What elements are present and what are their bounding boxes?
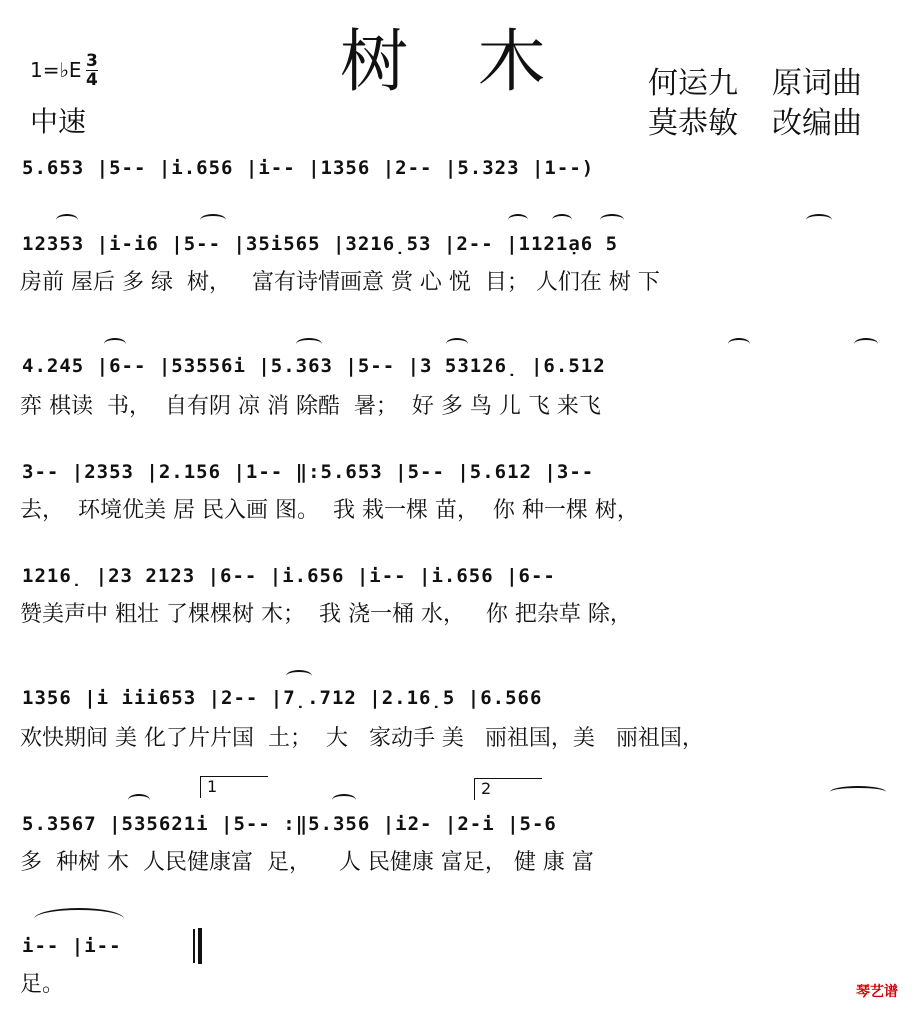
- notation-system-6: 1356 |i iii653 |2-- |7̣.712 |2.16̣5 |6.566: [22, 687, 543, 709]
- slur-arc: [854, 338, 878, 350]
- lyrics-system-7: 多 种树 木 人民健康富 足， 人 民健康 富足， 健 康 富: [20, 850, 594, 875]
- notation-system-8: i-- |i--: [22, 935, 122, 957]
- key-signature: 1=♭E: [30, 58, 82, 82]
- slur-arc: [508, 214, 528, 226]
- lyrics-system-3: 弈 棋读 书， 自有阴 凉 消 除酷 暑； 好 多 鸟 儿 飞 来飞: [20, 394, 601, 419]
- slur-arc: [34, 908, 124, 930]
- notation-system-3: 4.245 |6-- |53556i |5.363 |5-- |3 53126̣ |6.512: [22, 355, 606, 377]
- credit-line-2: [648, 98, 862, 142]
- notation-system-1: 5.653 |5-- |i.656 |i-- |1356 |2-- |5.323 |1--): [22, 157, 595, 179]
- notation-system-7: 5.3567 |535621i |5-- :‖5.356 |i2- |2-i |5-6: [22, 813, 557, 835]
- volta-first-ending: 1: [200, 776, 268, 798]
- credit-name: 莫恭敏: [648, 106, 738, 141]
- credit-role: 改编曲: [772, 106, 862, 141]
- credit-line-1: [648, 58, 862, 102]
- site-logo: 琴艺谱: [856, 984, 898, 1000]
- slur-arc: [56, 214, 78, 226]
- lyrics-system-6: 欢快期间 美 化了片片国 土； 大 家动手 美 丽祖国，美 丽祖国，: [20, 726, 704, 751]
- slur-arc: [296, 338, 322, 350]
- lyrics-system-4: 去， 环境优美 居 民入画 图。 我 栽一棵 苗， 你 种一棵 树，: [20, 498, 639, 523]
- slur-arc: [332, 794, 356, 806]
- credit-role: 原词曲: [772, 66, 862, 101]
- notation-system-5: 1216̣ |23 2123 |6-- |i.656 |i-- |i.656 |6--: [22, 565, 556, 587]
- lyrics-system-2: 房前 屋后 多 绿 树， 富有诗情画意 赏 心 悦 目； 人们在 树 下: [20, 270, 660, 295]
- slur-arc: [806, 214, 832, 226]
- notation-system-4: 3-- |2353 |2.156 |1-- ‖:5.653 |5-- |5.612 |3--: [22, 461, 595, 483]
- slur-arc: [104, 338, 126, 350]
- notation-system-2: 12353 |i-i6 |5-- |35i565 |3216̣53 |2-- |1121ạ6 5: [22, 233, 619, 255]
- slur-arc: [728, 338, 750, 350]
- time-signature-top: 3: [86, 51, 98, 71]
- lyrics-system-8: 足。: [20, 972, 65, 997]
- slur-arc: [286, 670, 312, 682]
- slur-arc: [446, 338, 468, 350]
- time-signature-bottom: 4: [86, 70, 98, 90]
- tempo-marking: 中速: [30, 105, 87, 138]
- final-barline: [198, 928, 202, 964]
- time-signature: [86, 52, 98, 89]
- song-title: 树 木: [340, 23, 570, 102]
- credit-name: 何运九: [648, 66, 738, 101]
- slur-arc: [128, 794, 150, 806]
- slur-arc: [552, 214, 572, 226]
- lyrics-system-5: 赞美声中 粗壮 了棵棵树 木； 我 浇一桶 水， 你 把杂草 除，: [20, 602, 632, 627]
- slur-arc: [200, 214, 226, 226]
- slur-arc: [600, 214, 624, 226]
- volta-second-ending: 2: [474, 778, 542, 800]
- slur-arc: [830, 786, 886, 798]
